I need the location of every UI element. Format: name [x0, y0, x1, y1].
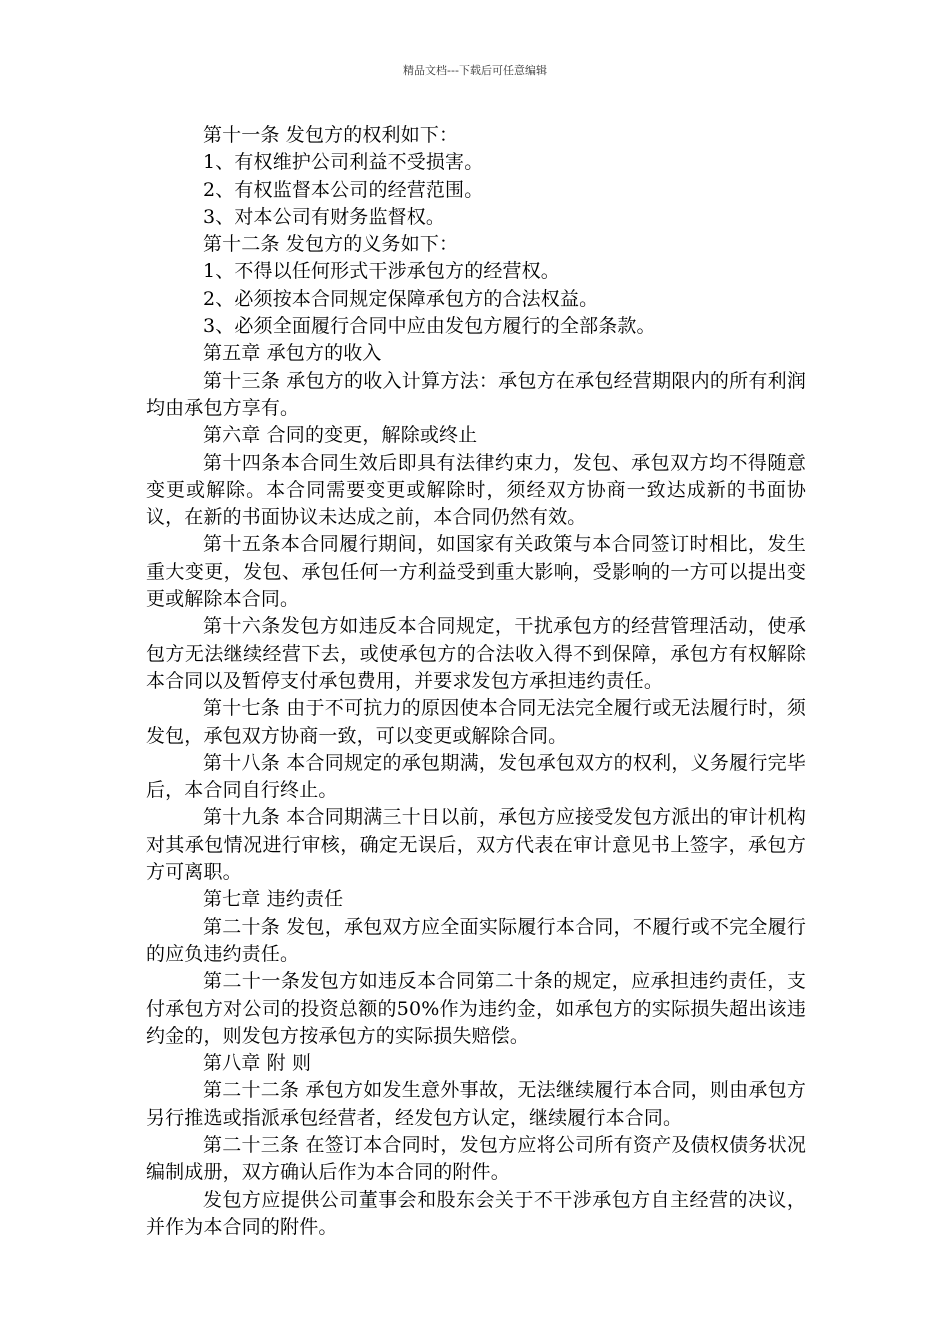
paragraph-article-19: 第十九条 本合同期满三十日以前，承包方应接受发包方派出的审计机构对其承包情况进行审核，确定无误后，双方代表在审计意见书上签字，承包方方可离职。 [146, 806, 806, 884]
paragraph-list-item: 3、对本公司有财务监督权。 [203, 205, 446, 228]
paragraph-article-14: 第十四条本合同生效后即具有法律约束力，发包、承包双方均不得随意变更或解除。本合同需要变更或解除时，须经双方协商一致达成新的书面协议，在新的书面协议未达成之前，本合同仍然有效。 [146, 451, 806, 529]
paragraph-article-11: 第十一条 发包方的权利如下： [203, 124, 459, 146]
paragraph-article-17: 第十七条 由于不可抗力的原因使本合同无法完全履行或无法履行时，须发包，承包双方协商一致，可以变更或解除合同。 [146, 697, 806, 747]
paragraph-list-item: 2、有权监督本公司的经营范围。 [203, 178, 484, 201]
paragraph-article-22: 第二十二条 承包方如发生意外事故，无法继续履行本合同，则由承包方另行推选或指派承包经营者，经发包方认定，继续履行本合同。 [146, 1079, 806, 1129]
paragraph-article-16: 第十六条发包方如违反本合同规定，干扰承包方的经营管理活动，使承包方无法继续经营下去，或使承包方的合法收入得不到保障，承包方有权解除本合同以及暂停支付承包费用，并要求发包方承担违约责任。 [146, 615, 806, 692]
page-header: 精品文档---下载后可任意编辑 [403, 64, 547, 77]
paragraph-article-21: 第二十一条发包方如违反本合同第二十条的规定，应承担违约责任，支付承包方对公司的投资总额的50%作为违约金，如承包方的实际损失超出该违约金的，则发包方按承包方的实际损失赔偿。 [146, 970, 806, 1047]
chapter-heading-7: 第七章 违约责任 [203, 888, 344, 911]
chapter-heading-5: 第五章 承包方的收入 [203, 342, 382, 365]
chapter-heading-8: 第八章 附 则 [203, 1052, 312, 1075]
paragraph-article-20: 第二十条 发包，承包双方应全面实际履行本合同，不履行或不完全履行的应负违约责任。 [146, 915, 806, 965]
paragraph-list-item: 3、必须全面履行合同中应由发包方履行的全部条款。 [203, 315, 656, 338]
paragraph-closing: 发包方应提供公司董事会和股东会关于不干涉承包方自主经营的决议，并作为本合同的附件。 [146, 1188, 806, 1238]
chapter-heading-6: 第六章 合同的变更，解除或终止 [203, 424, 478, 447]
paragraph-article-23: 第二十三条 在签订本合同时，发包方应将公司所有资产及债权债务状况编制成册，双方确认后作为本合同的附件。 [146, 1133, 806, 1184]
document-body [146, 122, 806, 1241]
paragraph-list-item: 2、必须按本合同规定保障承包方的合法权益。 [203, 287, 599, 310]
paragraph-article-18: 第十八条 本合同规定的承包期满，发包承包双方的权利，义务履行完毕后，本合同自行终止。 [146, 751, 806, 802]
paragraph-article-12: 第十二条 发包方的义务如下： [203, 233, 459, 256]
paragraph-list-item: 1、有权维护公司利益不受损害。 [203, 151, 484, 174]
paragraph-article-15: 第十五条本合同履行期间，如国家有关政策与本合同签订时相比，发生重大变更，发包、承包任何一方利益受到重大影响，受影响的一方可以提出变更或解除本合同。 [146, 533, 806, 611]
paragraph-article-13: 第十三条 承包方的收入计算方法：承包方在承包经营期限内的所有利润均由承包方享有。 [146, 369, 806, 419]
paragraph-list-item: 1、不得以任何形式干涉承包方的经营权。 [203, 260, 560, 283]
